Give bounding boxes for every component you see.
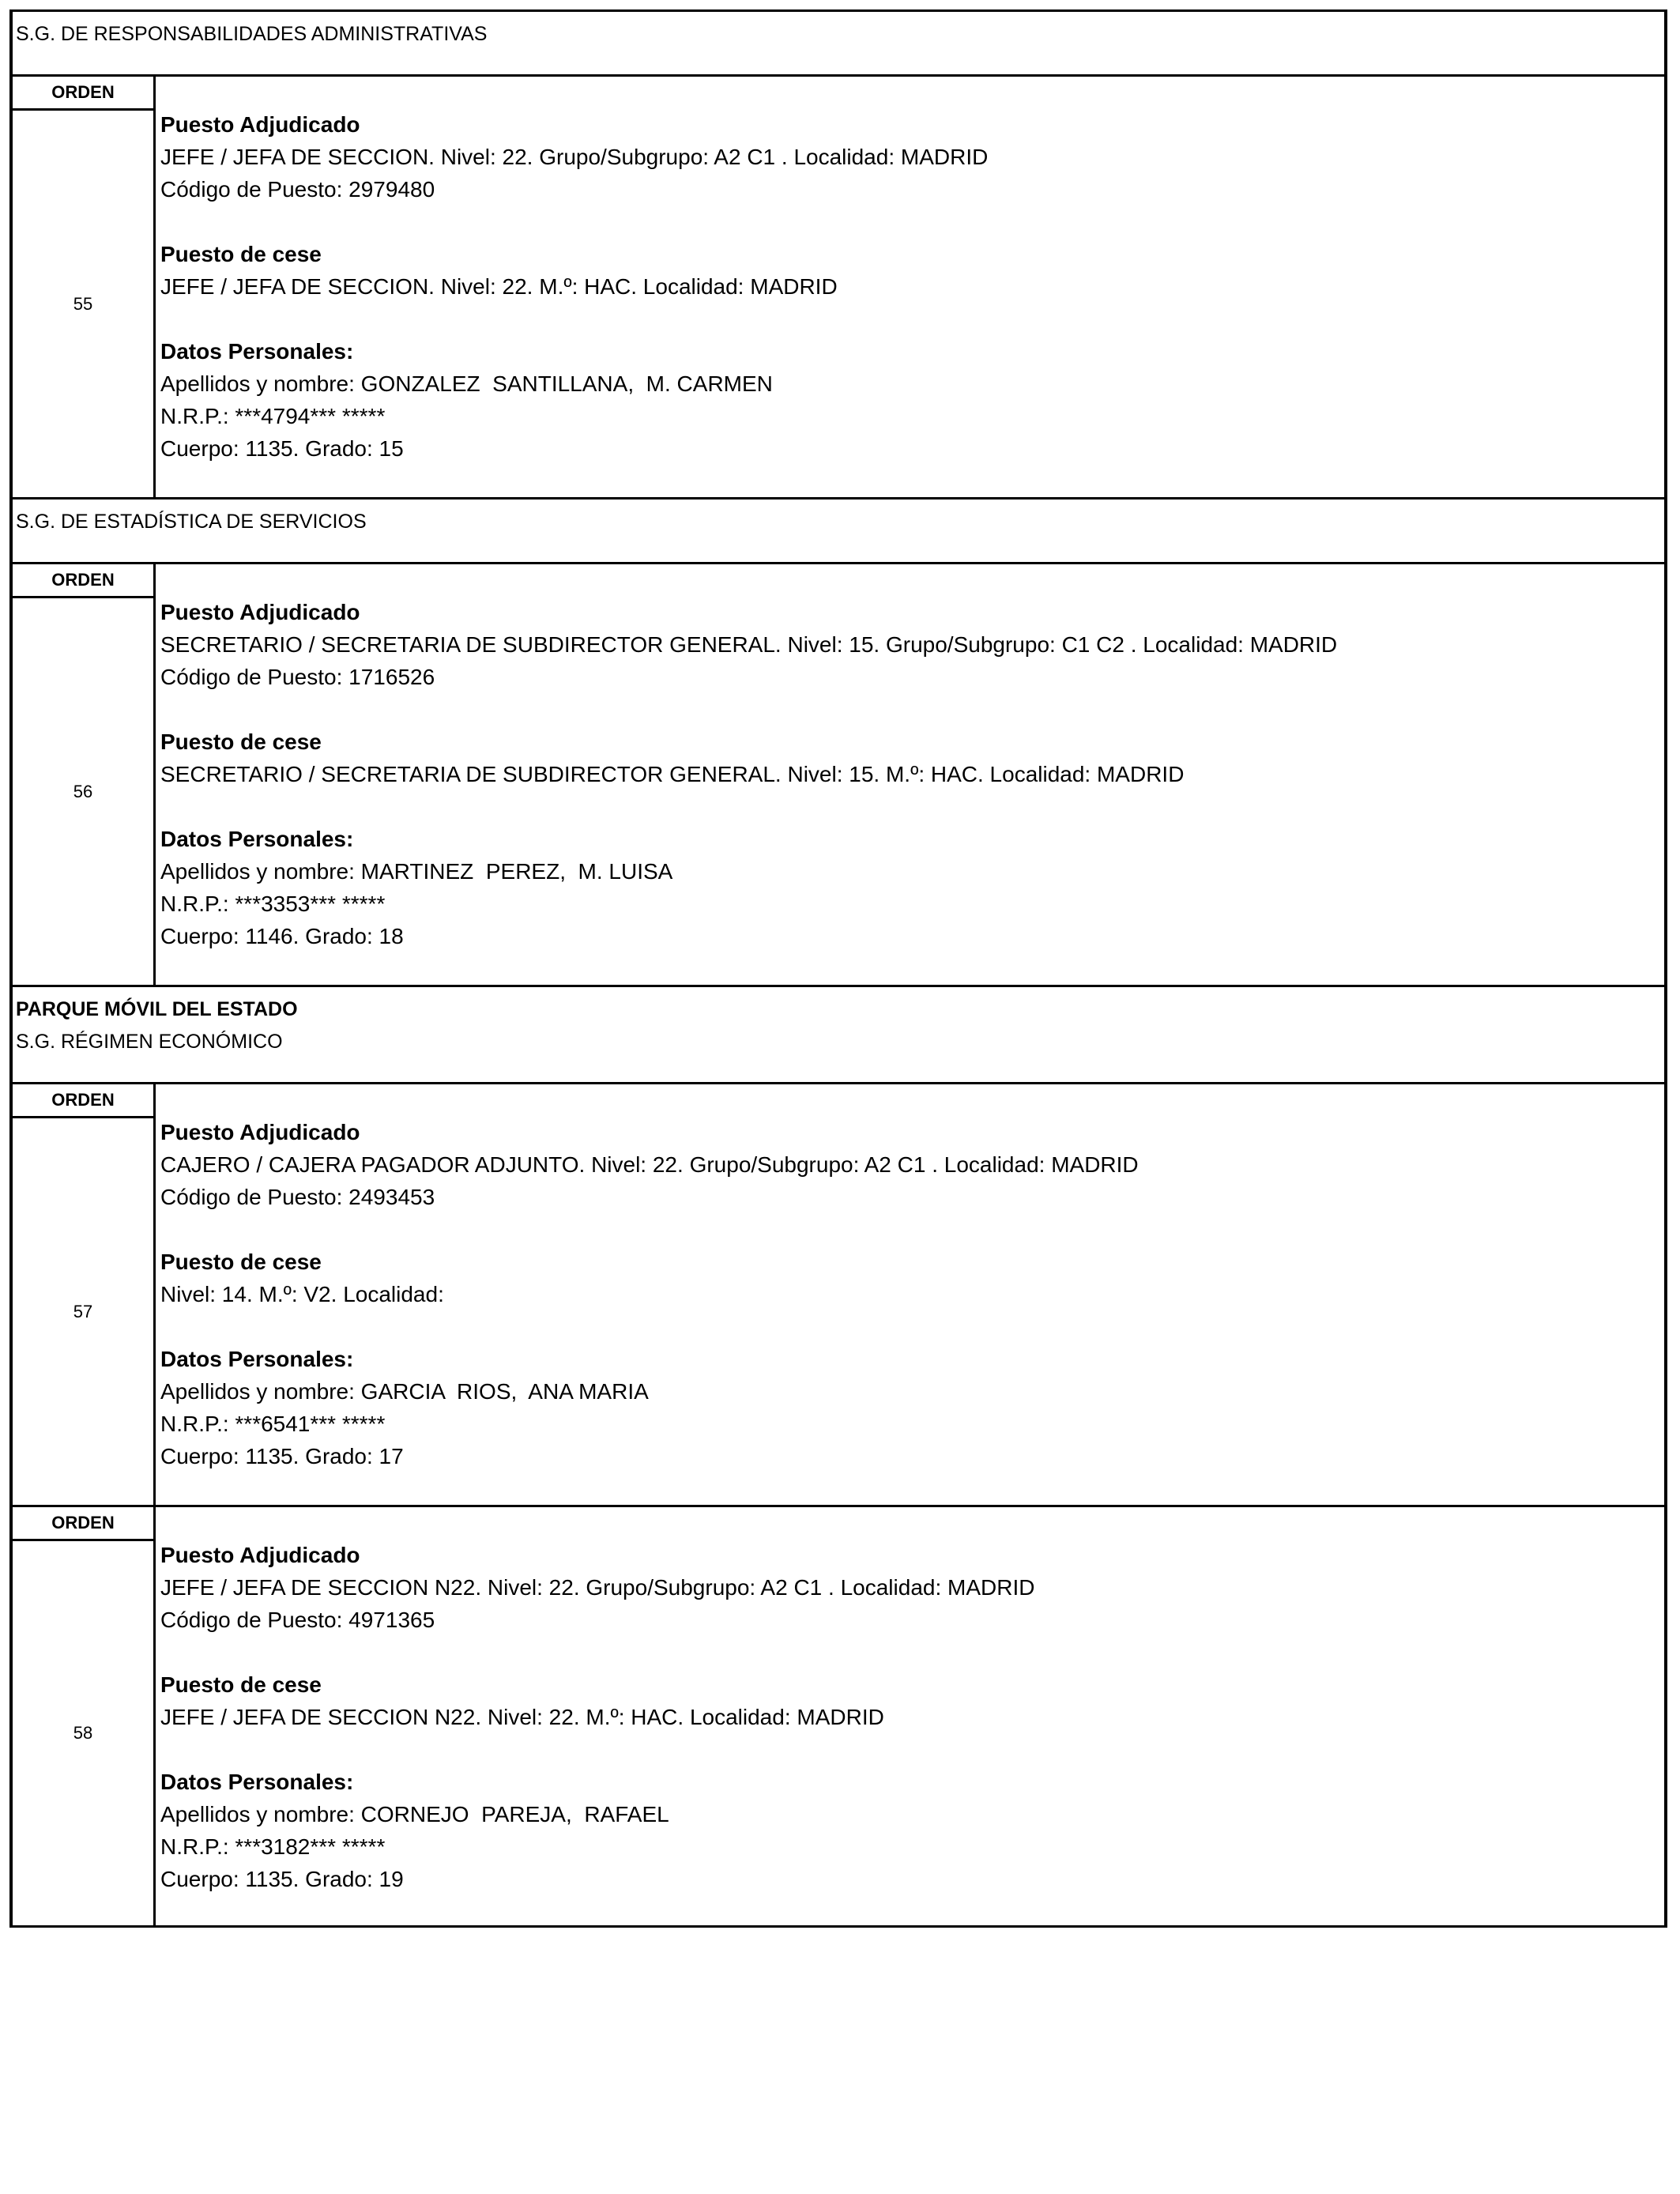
section-title: S.G. DE RESPONSABILIDADES ADMINISTRATIVAS bbox=[16, 23, 488, 45]
nrp: N.R.P.: ***4794*** ***** bbox=[160, 404, 386, 428]
section-title: S.G. RÉGIMEN ECONÓMICO bbox=[16, 1031, 283, 1053]
codigo-puesto: Código de Puesto: 1716526 bbox=[160, 665, 435, 689]
codigo-puesto: Código de Puesto: 2493453 bbox=[160, 1185, 435, 1209]
codigo-puesto: Código de Puesto: 4971365 bbox=[160, 1608, 435, 1632]
puesto-cese-heading: Puesto de cese bbox=[160, 729, 322, 754]
header-parque-movil bbox=[9, 985, 1667, 1082]
puesto-cese-description: SECRETARIO / SECRETARIA DE SUBDIRECTOR GENERAL. Nivel: 15. M.º: HAC. Localidad: MADRID bbox=[160, 762, 1185, 786]
puesto-adjudicado-description: JEFE / JEFA DE SECCION. Nivel: 22. Grupo/Subgrupo: A2 C1 . Localidad: MADRID bbox=[160, 145, 989, 169]
orden-column bbox=[13, 1507, 156, 1925]
puesto-cese-description: JEFE / JEFA DE SECCION. Nivel: 22. M.º: HAC. Localidad: MADRID bbox=[160, 274, 838, 299]
document-table bbox=[9, 9, 1667, 1928]
puesto-adjudicado-heading: Puesto Adjudicado bbox=[160, 112, 360, 137]
spacer bbox=[160, 303, 1664, 335]
orden-column bbox=[13, 77, 156, 497]
cuerpo-grado: Cuerpo: 1135. Grado: 17 bbox=[160, 1444, 404, 1468]
apellidos-nombre: Apellidos y nombre: MARTINEZ PEREZ, M. LUISA bbox=[160, 859, 673, 884]
orden-label: ORDEN bbox=[13, 1507, 153, 1541]
spacer bbox=[160, 790, 1664, 823]
nrp: N.R.P.: ***3353*** ***** bbox=[160, 892, 386, 916]
header-sg-responsabilidades bbox=[9, 9, 1667, 74]
codigo-puesto: Código de Puesto: 2979480 bbox=[160, 177, 435, 202]
puesto-cese-description: JEFE / JEFA DE SECCION N22. Nivel: 22. M.º: HAC. Localidad: MADRID bbox=[160, 1705, 884, 1729]
entry-56 bbox=[9, 562, 1667, 985]
orden-label: ORDEN bbox=[13, 77, 153, 111]
puesto-adjudicado-heading: Puesto Adjudicado bbox=[160, 1543, 360, 1567]
section-title: PARQUE MÓVIL DEL ESTADO bbox=[16, 998, 298, 1020]
orden-number: 56 bbox=[73, 781, 93, 801]
puesto-cese-heading: Puesto de cese bbox=[160, 242, 322, 266]
entry-58 bbox=[9, 1505, 1667, 1928]
orden-label: ORDEN bbox=[13, 564, 153, 598]
orden-number: 57 bbox=[73, 1301, 93, 1321]
spacer bbox=[160, 1213, 1664, 1246]
datos-personales-heading: Datos Personales: bbox=[160, 827, 354, 851]
cuerpo-grado: Cuerpo: 1146. Grado: 18 bbox=[160, 924, 404, 948]
header-sg-estadistica bbox=[9, 497, 1667, 562]
puesto-adjudicado-description: JEFE / JEFA DE SECCION N22. Nivel: 22. Grupo/Subgrupo: A2 C1 . Localidad: MADRID bbox=[160, 1575, 1035, 1600]
orden-column bbox=[13, 564, 156, 985]
entry-details bbox=[156, 1507, 1664, 1925]
spacer bbox=[160, 693, 1664, 726]
orden-number: 55 bbox=[73, 293, 93, 314]
puesto-adjudicado-heading: Puesto Adjudicado bbox=[160, 1120, 360, 1144]
cuerpo-grado: Cuerpo: 1135. Grado: 19 bbox=[160, 1867, 404, 1891]
datos-personales-heading: Datos Personales: bbox=[160, 339, 354, 364]
datos-personales-heading: Datos Personales: bbox=[160, 1770, 354, 1794]
spacer bbox=[160, 1733, 1664, 1766]
entry-details bbox=[156, 77, 1664, 497]
spacer bbox=[160, 1310, 1664, 1343]
section-title: S.G. DE ESTADÍSTICA DE SERVICIOS bbox=[16, 511, 367, 533]
orden-column bbox=[13, 1084, 156, 1505]
apellidos-nombre: Apellidos y nombre: GONZALEZ SANTILLANA, M. CARMEN bbox=[160, 371, 773, 396]
entry-57 bbox=[9, 1082, 1667, 1505]
spacer bbox=[160, 1636, 1664, 1668]
puesto-cese-description: Nivel: 14. M.º: V2. Localidad: bbox=[160, 1282, 450, 1306]
apellidos-nombre: Apellidos y nombre: CORNEJO PAREJA, RAFAEL bbox=[160, 1802, 669, 1826]
datos-personales-heading: Datos Personales: bbox=[160, 1347, 354, 1371]
cuerpo-grado: Cuerpo: 1135. Grado: 15 bbox=[160, 436, 404, 461]
puesto-cese-heading: Puesto de cese bbox=[160, 1250, 322, 1274]
entry-details bbox=[156, 564, 1664, 985]
puesto-adjudicado-description: SECRETARIO / SECRETARIA DE SUBDIRECTOR GENERAL. Nivel: 15. Grupo/Subgrupo: C1 C2 . Localidad: MADRID bbox=[160, 632, 1338, 657]
orden-label: ORDEN bbox=[13, 1084, 153, 1118]
nrp: N.R.P.: ***3182*** ***** bbox=[160, 1834, 386, 1859]
apellidos-nombre: Apellidos y nombre: GARCIA RIOS, ANA MARIA bbox=[160, 1379, 649, 1404]
entry-details bbox=[156, 1084, 1664, 1505]
spacer bbox=[160, 205, 1664, 238]
entry-55 bbox=[9, 74, 1667, 497]
puesto-adjudicado-description: CAJERO / CAJERA PAGADOR ADJUNTO. Nivel: 22. Grupo/Subgrupo: A2 C1 . Localidad: MADRID bbox=[160, 1152, 1139, 1177]
nrp: N.R.P.: ***6541*** ***** bbox=[160, 1412, 386, 1436]
puesto-cese-heading: Puesto de cese bbox=[160, 1672, 322, 1697]
orden-number: 58 bbox=[73, 1723, 93, 1743]
puesto-adjudicado-heading: Puesto Adjudicado bbox=[160, 600, 360, 624]
